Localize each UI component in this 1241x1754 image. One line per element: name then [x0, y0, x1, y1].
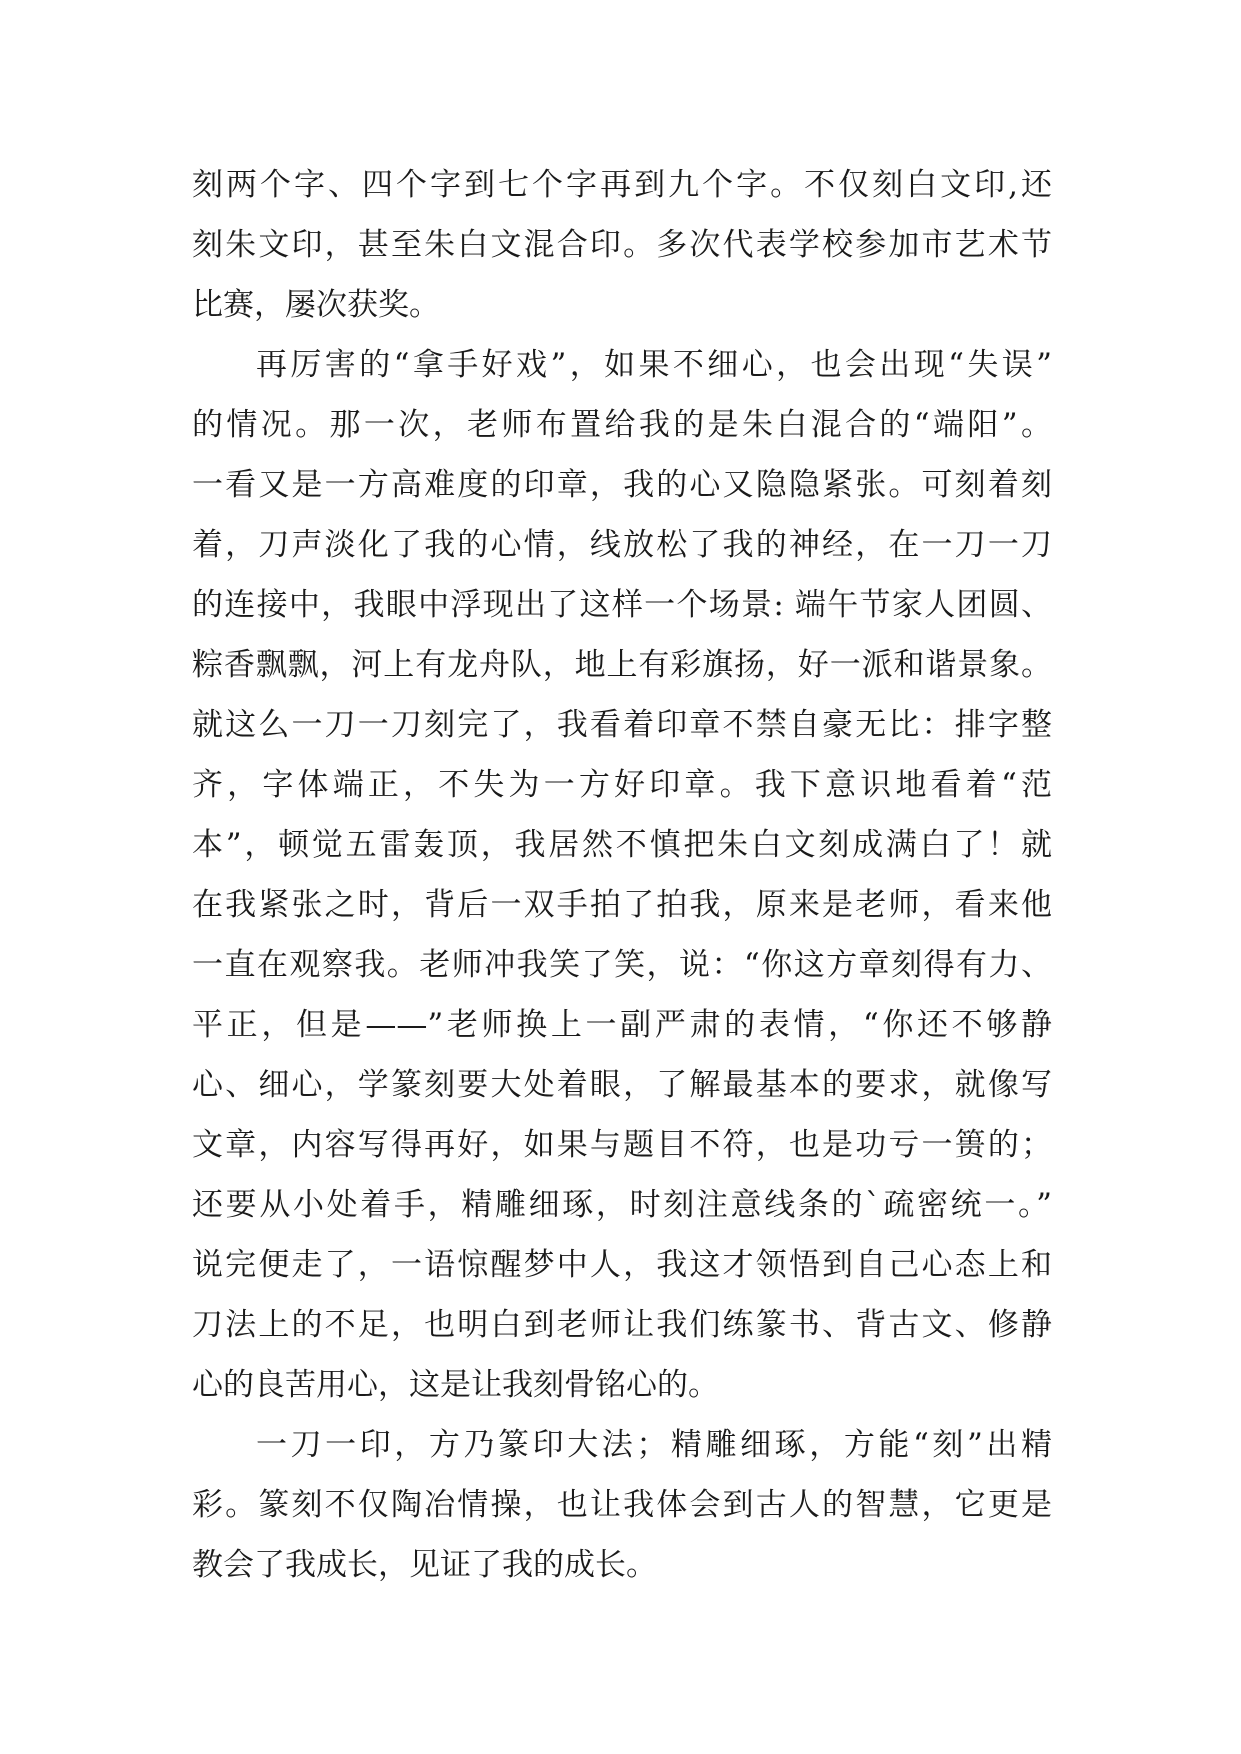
text-line: 彩。篆刻不仅陶冶情操，也让我体会到古人的智慧，它更是	[192, 1487, 1052, 1523]
text-line: 的情况。那一次，老师布置给我的是朱白混合的“端阳”。	[192, 407, 1052, 443]
text-line: 刻两个字、四个字到七个字再到九个字。不仅刻白文印,还	[192, 167, 1052, 203]
text-line: 平正，但是——”老师换上一副严肃的表情，“你还不够静	[192, 1007, 1052, 1043]
paragraph-2	[192, 335, 1052, 1415]
text-line: 文章，内容写得再好，如果与题目不符，也是功亏一篑的；	[192, 1127, 1052, 1163]
text-line: 着，刀声淡化了我的心情，线放松了我的神经，在一刀一刀	[192, 527, 1052, 563]
text-line: 就这么一刀一刀刻完了，我看着印章不禁自豪无比：排字整	[192, 707, 1052, 743]
text-line: 一看又是一方高难度的印章，我的心又隐隐紧张。可刻着刻	[192, 467, 1052, 503]
text-line: 本”，顿觉五雷轰顶，我居然不慎把朱白文刻成满白了！就	[192, 827, 1052, 863]
text-line: 心的良苦用心，这是让我刻骨铭心的。	[192, 1367, 719, 1403]
text-line: 比赛，屡次获奖。	[192, 287, 440, 323]
text-line: 再厉害的“拿手好戏”，如果不细心，也会出现“失误”	[256, 347, 1052, 383]
text-line: 刻朱文印，甚至朱白文混合印。多次代表学校参加市艺术节	[192, 227, 1052, 263]
text-line: 教会了我成长，见证了我的成长。	[192, 1547, 657, 1583]
paragraph-1	[192, 155, 1052, 335]
paragraph-3	[192, 1415, 1052, 1595]
text-line: 心、细心，学篆刻要大处着眼，了解最基本的要求，就像写	[192, 1067, 1052, 1103]
text-line: 刀法上的不足，也明白到老师让我们练篆书、背古文、修静	[192, 1307, 1052, 1343]
text-line: 说完便走了，一语惊醒梦中人，我这才领悟到自己心态上和	[192, 1247, 1052, 1283]
text-line: 在我紧张之时，背后一双手拍了拍我，原来是老师，看来他	[192, 887, 1052, 923]
text-line: 粽香飘飘，河上有龙舟队，地上有彩旗扬，好一派和谐景象。	[192, 647, 1052, 683]
text-line: 还要从小处着手，精雕细琢，时刻注意线条的`疏密统一。”	[192, 1187, 1052, 1223]
text-line: 齐，字体端正，不失为一方好印章。我下意识地看着“范	[192, 767, 1052, 803]
document-body	[192, 155, 1052, 1595]
text-line: 一刀一印，方乃篆印大法；精雕细琢，方能“刻”出精	[256, 1427, 1052, 1463]
text-line: 的连接中，我眼中浮现出了这样一个场景: 端午节家人团圆、	[192, 587, 1052, 623]
text-line: 一直在观察我。老师冲我笑了笑，说：“你这方章刻得有力、	[192, 947, 1052, 983]
